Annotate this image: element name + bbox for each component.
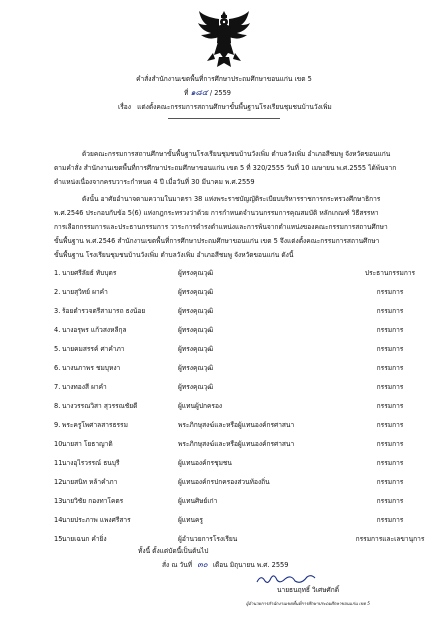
member-role: กรรมการ bbox=[376, 307, 404, 315]
member-status: ผู้ทรงคุณวุฒิ bbox=[178, 288, 214, 296]
paragraph-2-line-4: ขั้นพื้นฐาน พ.ศ.2546 สำนักงานเขตพื้นที่การศึกษาประถมศึกษาขอนแก่น เขต 5 จึงแต่งตั้งคณะกรรมการสถานศึกษา bbox=[54, 237, 380, 245]
member-name: นางอรุพร แก้วสงหลีกุล bbox=[62, 326, 127, 334]
member-number: 2. bbox=[54, 288, 61, 296]
member-row bbox=[54, 401, 434, 411]
member-name: นายวิชัย กองทาโคตร bbox=[62, 497, 124, 505]
handwritten-signature bbox=[255, 572, 317, 586]
member-status: ผู้ทรงคุณวุฒิ bbox=[178, 307, 214, 315]
member-role: กรรมการ bbox=[376, 288, 404, 296]
member-name: นายสา โยธาญาติ bbox=[62, 440, 113, 448]
member-number: 6. bbox=[54, 364, 61, 372]
date-day-handwritten: ๓๐ bbox=[197, 560, 208, 569]
subject-text: แต่งตั้งคณะกรรมการสถานศึกษาขั้นพื้นฐานโรงเรียนชุมชนบ้านวังเพิ่ม bbox=[137, 103, 332, 111]
member-role: กรรมการ bbox=[376, 497, 404, 505]
member-name: พระครูโพศาลสารธรรม bbox=[62, 421, 128, 429]
header-divider bbox=[168, 118, 280, 119]
member-row bbox=[54, 344, 434, 354]
member-name: นายสนิท หล้าคำภา bbox=[62, 478, 118, 486]
member-role: กรรมการ bbox=[376, 478, 404, 486]
member-status: ผู้แทนผู้ปกครอง bbox=[178, 402, 223, 410]
member-name: นางอุไรวรรณ์ ธนบุรี bbox=[62, 459, 120, 467]
member-name: ร้อยตำรวจตรีสามารถ ธงน้อย bbox=[62, 307, 146, 315]
member-number: 15. bbox=[54, 535, 65, 543]
member-row bbox=[54, 534, 434, 544]
date-suffix: เดือน มิถุนายน พ.ศ. 2559 bbox=[212, 561, 289, 569]
member-name: นายประภาพ แพงศรีสาร bbox=[62, 516, 131, 524]
member-status: ผู้แทนองค์กรชุมชน bbox=[178, 459, 232, 467]
member-name: นายสุวิทย์ ผาคำ bbox=[62, 288, 108, 296]
member-row bbox=[54, 325, 434, 335]
member-status: ผู้ทรงคุณวุฒิ bbox=[178, 383, 214, 391]
order-title: คำสั่งสำนักงานเขตพื้นที่การศึกษาประถมศึกษาขอนแก่น เขต 5 bbox=[136, 75, 312, 83]
member-number: 1. bbox=[54, 269, 61, 277]
member-name: นางวรรณวิสา สุวรรณชัยดี bbox=[62, 402, 138, 410]
signatory-position: ผู้อำนวยการสำนักงานเขตพื้นที่การศึกษาประถมศึกษาขอนแก่น เขต 5 bbox=[246, 601, 370, 606]
member-role: กรรมการ bbox=[376, 345, 404, 353]
member-number: 10. bbox=[54, 440, 65, 448]
order-date bbox=[162, 561, 288, 569]
member-row bbox=[54, 382, 434, 392]
member-number: 9. bbox=[54, 421, 61, 429]
paragraph-2-line-1: ดังนั้น อาศัยอำนาจตามความในมาตรา 38 แห่งพระราชบัญญัติระเบียบบริหารราชการกระทรวงศึกษาธิการ bbox=[82, 195, 381, 203]
member-name: นางนภาพร ชมบุหงา bbox=[62, 364, 121, 372]
member-status: ผู้อำนวยการโรงเรียน bbox=[178, 535, 238, 543]
member-status: พระภิกษุสงฆ์และหรือผู้แทนองค์กรศาสนา bbox=[178, 421, 295, 429]
signatory-name: นายธนฤทธิ์ วิเศษศักดิ์ bbox=[276, 586, 339, 594]
date-prefix: สั่ง ณ วันที่ bbox=[162, 561, 193, 569]
paragraph-1-line-2: ตามคำสั่ง สำนักงานเขตพื้นที่การศึกษาประถมศึกษาขอนแก่น เขต 5 ที่ 320/2555 วันที่ 10 เมษายน พ.ศ.2555 ได้พ้นจาก bbox=[54, 164, 397, 172]
member-row bbox=[54, 306, 434, 316]
member-status: ผู้ทรงคุณวุฒิ bbox=[178, 364, 214, 372]
member-role: กรรมการ bbox=[376, 383, 404, 391]
order-number-prefix: ที่ bbox=[184, 89, 189, 97]
member-status: ผู้ทรงคุณวุฒิ bbox=[178, 269, 214, 277]
paragraph-2-line-2: พ.ศ.2546 ประกอบกับข้อ 5(6) แห่งกฎกระทรวงว่าด้วย การกำหนดจำนวนกรรมการคุณสมบัติ หลักเกณฑ์ วิธีสรรหา bbox=[54, 209, 379, 217]
member-row bbox=[54, 287, 434, 297]
member-number: 13. bbox=[54, 497, 65, 505]
paragraph-2-line-3: การเลือกกรรมการและประธานกรรมการ วาระการดำรงตำแหน่งและการพ้นจากตำแหน่งของคณะกรรมการสถานศึกษา bbox=[54, 223, 388, 231]
member-number: 5. bbox=[54, 345, 61, 353]
paragraph-1-line-3: ตำแหน่งเนื่องจากครบวาระกำหนด 4 ปี เมื่อวันที่ 30 มีนาคม พ.ศ.2559 bbox=[54, 178, 255, 186]
member-row bbox=[54, 458, 434, 468]
member-status: พระภิกษุสงฆ์และหรือผู้แทนองค์กรศาสนา bbox=[178, 440, 295, 448]
member-number: 11. bbox=[54, 459, 65, 467]
member-status: ผู้แทนศิษย์เก่า bbox=[178, 497, 218, 505]
garuda-emblem-icon bbox=[197, 9, 251, 69]
paragraph-1-line-1: ด้วยคณะกรรมการสถานศึกษาขั้นพื้นฐานโรงเรียนชุมชนบ้านวังเพิ่ม ตำบลวังเพิ่ม อำเภอสีชมพู จังหวัดขอนแก่น bbox=[82, 150, 391, 158]
member-number: 4. bbox=[54, 326, 61, 334]
member-status: ผู้ทรงคุณวุฒิ bbox=[178, 326, 214, 334]
member-role: กรรมการ bbox=[376, 440, 404, 448]
member-number: 12. bbox=[54, 478, 65, 486]
member-number: 7. bbox=[54, 383, 61, 391]
member-role: กรรมการ bbox=[376, 421, 404, 429]
member-name: นายคมสรรค์ ศาคำภา bbox=[62, 345, 125, 353]
member-role: กรรมการ bbox=[376, 459, 404, 467]
member-row bbox=[54, 268, 434, 278]
paragraph-2-line-5: ขั้นพื้นฐาน โรงเรียนชุมชนบ้านวังเพิ่ม ตำบลวังเพิ่ม อำเภอสีชมพู จังหวัดขอนแก่น ดังนี้ bbox=[54, 251, 294, 259]
member-role: ประธานกรรมการ bbox=[364, 269, 416, 277]
order-number-suffix: / 2559 bbox=[209, 89, 231, 97]
member-role: กรรมการ bbox=[376, 516, 404, 524]
effective-statement: ทั้งนี้ ตั้งแต่บัดนี้เป็นต้นไป bbox=[138, 547, 209, 555]
member-role: กรรมการ bbox=[376, 326, 404, 334]
member-row bbox=[54, 439, 434, 449]
member-row bbox=[54, 477, 434, 487]
member-row bbox=[54, 515, 434, 525]
member-number: 14. bbox=[54, 516, 65, 524]
member-row bbox=[54, 496, 434, 506]
member-role: กรรมการ bbox=[376, 364, 404, 372]
member-number: 3. bbox=[54, 307, 61, 315]
member-name: นางทองสี ผาคำ bbox=[62, 383, 107, 391]
member-row bbox=[54, 420, 434, 430]
member-name: นายศรีลัยธ์ ทับบุตร bbox=[62, 269, 117, 277]
subject-label: เรื่อง bbox=[118, 103, 131, 111]
member-number: 8. bbox=[54, 402, 61, 410]
order-number bbox=[184, 89, 231, 97]
member-row bbox=[54, 363, 434, 373]
member-role: กรรมการและเลขานุการ bbox=[355, 535, 425, 543]
order-subject bbox=[118, 103, 332, 111]
member-name: นายเฉนก คำยิ่ง bbox=[62, 535, 107, 543]
member-status: ผู้แทนองค์กรปกครองส่วนท้องถิ่น bbox=[178, 478, 270, 486]
member-status: ผู้ทรงคุณวุฒิ bbox=[178, 345, 214, 353]
member-status: ผู้แทนครู bbox=[178, 516, 203, 524]
member-role: กรรมการ bbox=[376, 402, 404, 410]
order-number-handwritten: ๑๘๔ bbox=[190, 88, 208, 97]
